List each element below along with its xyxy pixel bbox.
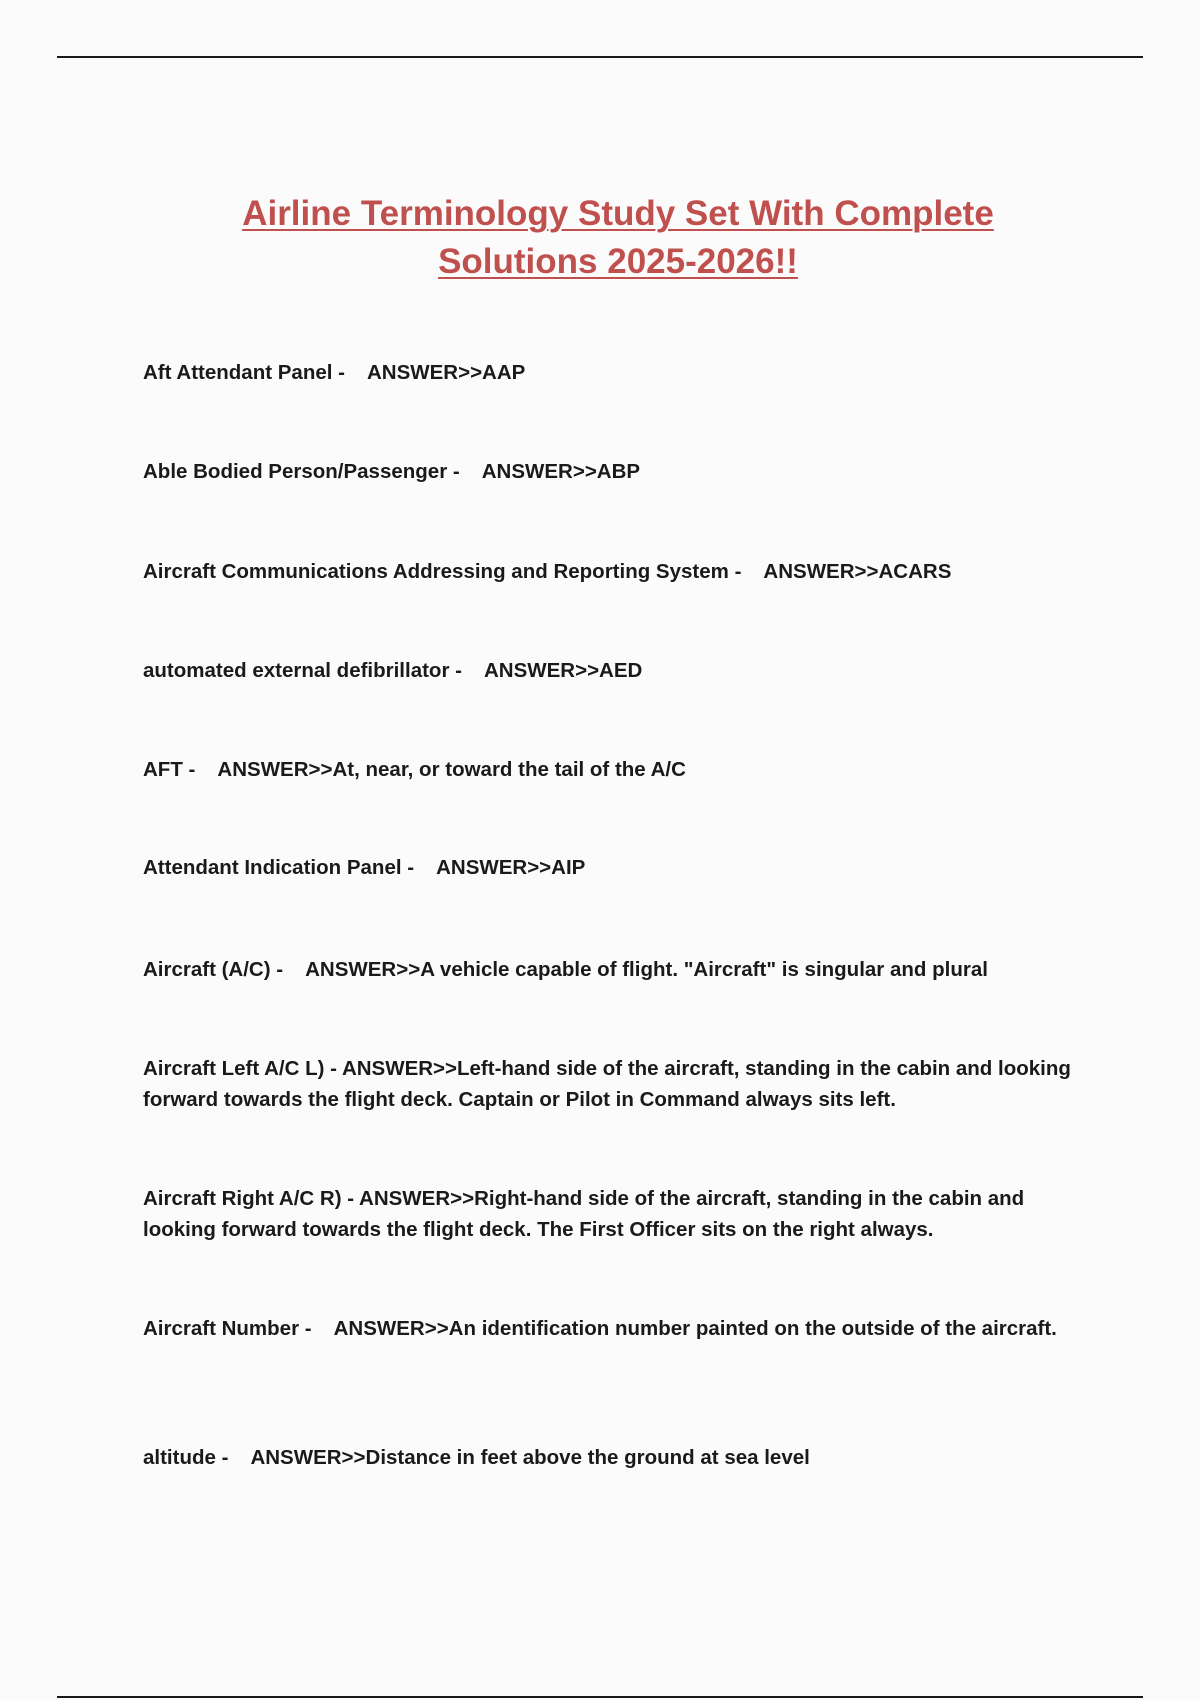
term: Aircraft Number — [143, 1317, 300, 1340]
qa-entry — [143, 852, 1083, 883]
qa-entry — [143, 1442, 1083, 1473]
qa-entry — [143, 1313, 1083, 1344]
answer-prefix: ANSWER>> — [333, 1317, 449, 1340]
separator: - — [324, 1057, 342, 1080]
answer: Left-hand side of the aircraft, standing in the cabin and looking forward towards the flight deck. Captain or Pilot in Command always sits left. — [143, 1057, 1071, 1111]
top-rule — [57, 56, 1143, 58]
title-line-1: Airline Terminology Study Set With Complete — [242, 194, 994, 233]
title-line-2: Solutions 2025-2026!! — [438, 242, 798, 281]
answer-prefix: ANSWER>> — [305, 958, 421, 981]
qa-entry — [143, 456, 1083, 487]
term: Aft Attendant Panel — [143, 361, 333, 384]
separator: - — [401, 856, 437, 879]
qa-entry — [143, 954, 1083, 985]
answer: An identification number painted on the outside of the aircraft. — [448, 1317, 1057, 1340]
answer-prefix: ANSWER>> — [481, 460, 597, 483]
answer: AED — [599, 659, 643, 682]
answer-prefix: ANSWER>> — [359, 1187, 475, 1210]
qa-entry — [143, 1053, 1083, 1115]
answer: AIP — [551, 856, 586, 879]
separator: - — [299, 1317, 334, 1340]
qa-entry — [143, 357, 1083, 388]
qa-entry — [143, 1183, 1083, 1245]
separator: - — [341, 1187, 360, 1210]
answer: ABP — [596, 460, 641, 483]
term: Attendant Indication Panel — [143, 856, 402, 879]
separator: - — [449, 659, 484, 682]
answer: A vehicle capable of flight. "Aircraft" is singular and plural — [420, 958, 988, 981]
separator: - — [270, 958, 306, 981]
answer-prefix: ANSWER>> — [483, 659, 600, 682]
separator: - — [447, 460, 482, 483]
term: Able Bodied Person/Passenger — [143, 460, 448, 483]
term: Aircraft Right A/C R) — [143, 1187, 342, 1210]
answer: AAP — [482, 361, 526, 384]
answer-prefix: ANSWER>> — [341, 1057, 457, 1080]
qa-entry — [143, 754, 1083, 785]
separator: - — [332, 361, 367, 384]
answer-prefix: ANSWER>> — [366, 361, 483, 384]
bottom-rule — [57, 1696, 1143, 1698]
answer-prefix: ANSWER>> — [250, 1446, 366, 1469]
term: Aircraft (A/C) — [143, 958, 271, 981]
answer: Right-hand side of the aircraft, standing in the cabin and looking forward towards the flight deck. The First Officer sits on the right always. — [143, 1187, 1025, 1241]
answer: At, near, or toward the tail of the A/C — [332, 758, 686, 781]
document-title — [150, 190, 1086, 286]
term: Aircraft Communications Addressing and Reporting System — [143, 560, 729, 583]
term: Aircraft Left A/C L) — [143, 1057, 325, 1080]
separator: - — [182, 758, 218, 781]
answer-prefix: ANSWER>> — [436, 856, 552, 879]
answer: Distance in feet above the ground at sea level — [365, 1446, 810, 1469]
qa-entry — [143, 655, 1083, 686]
answer: ACARS — [878, 560, 952, 583]
term: automated external defibrillator — [143, 659, 450, 682]
term: altitude — [143, 1446, 216, 1469]
separator: - — [215, 1446, 251, 1469]
answer-prefix: ANSWER>> — [217, 758, 333, 781]
separator: - — [728, 560, 764, 583]
qa-entry — [143, 556, 1083, 587]
term: AFT — [143, 758, 183, 781]
answer-prefix: ANSWER>> — [763, 560, 879, 583]
